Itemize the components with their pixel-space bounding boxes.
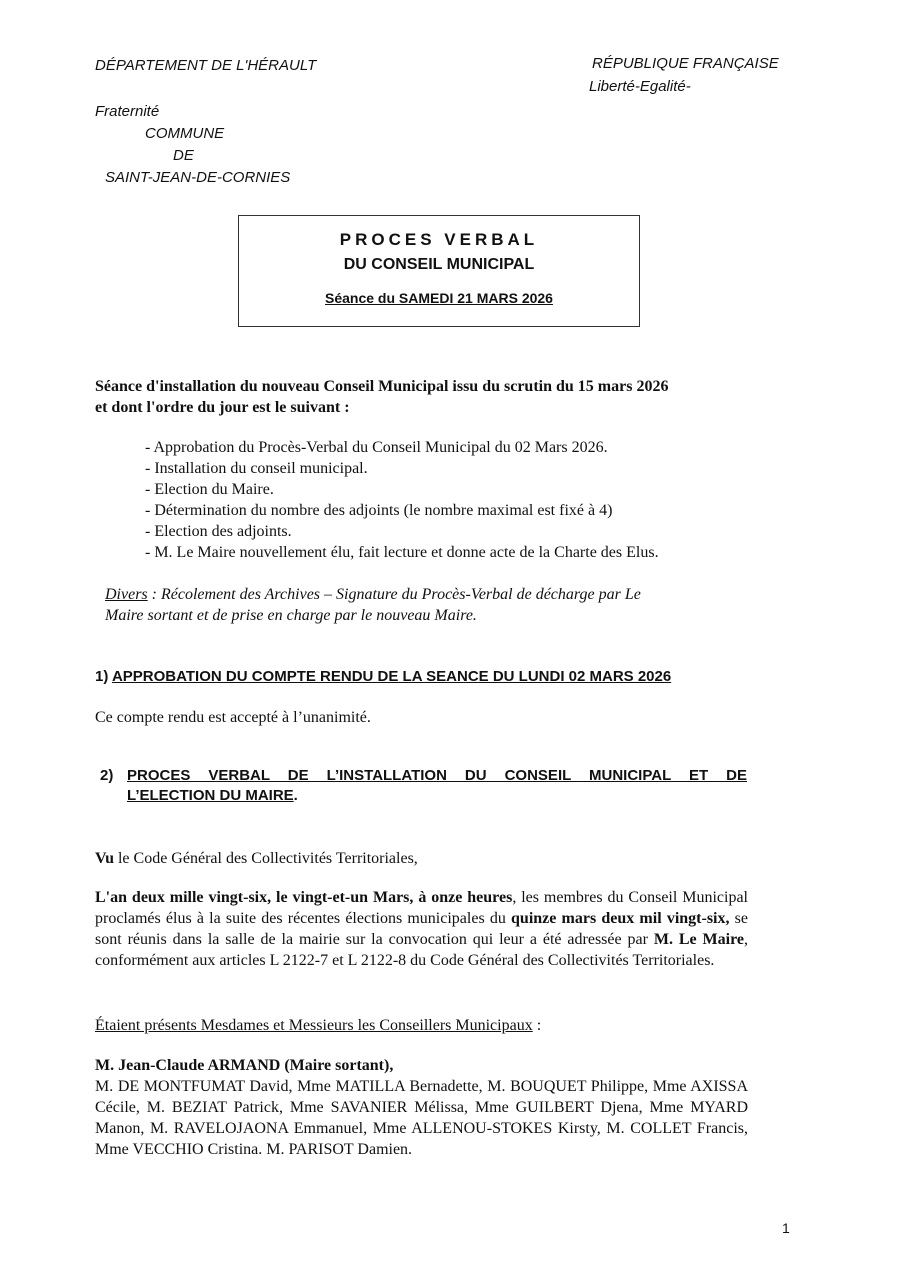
- session-date: Séance du SAMEDI 21 MARS 2026: [325, 290, 553, 306]
- section2-title-line2: L’ELECTION DU MAIRE.: [127, 787, 298, 804]
- section2-number: 2): [100, 767, 114, 784]
- title-box: [238, 215, 640, 327]
- maire-sortant: M. Jean-Claude ARMAND (Maire sortant),: [95, 1057, 394, 1074]
- divers-label: Divers: [105, 586, 148, 603]
- section1-heading: [95, 668, 671, 685]
- agenda-item: - Installation du conseil municipal.: [145, 460, 368, 477]
- agenda-item: - Election du Maire.: [145, 481, 274, 498]
- fraternite-label: Fraternité: [95, 103, 160, 120]
- doc-title: PROCES VERBAL: [339, 230, 539, 249]
- vu-paragraph: Vu le Code Général des Collectivités Territoriales,: [95, 850, 418, 867]
- presents-line: Étaient présents Mesdames et Messieurs les Conseillers Municipaux :: [95, 1017, 542, 1034]
- section1-number: 1): [95, 668, 109, 685]
- department-label: DÉPARTEMENT DE L'HÉRAULT: [95, 57, 317, 74]
- section1-body: Ce compte rendu est accepté à l’unanimité.: [95, 709, 371, 726]
- doc-subtitle: DU CONSEIL MUNICIPAL: [343, 256, 535, 273]
- divers-text: : Récolement des Archives – Signature du Procès-Verbal de décharge par Le: [147, 586, 641, 603]
- republic-label: RÉPUBLIQUE FRANÇAISE: [592, 55, 779, 72]
- page-number: 1: [782, 1220, 790, 1236]
- section1-title: APPROBATION DU COMPTE RENDU DE LA SEANCE DU LUNDI 02 MARS 2026: [111, 668, 672, 685]
- section2-title-line1: PROCES VERBAL DE L’INSTALLATION DU CONSEIL MUNICIPAL ET DE: [127, 767, 747, 784]
- motto-label: Liberté-Egalité-: [589, 78, 691, 95]
- agenda-item: - Election des adjoints.: [145, 523, 292, 540]
- commune-line1: COMMUNE: [145, 125, 225, 142]
- agenda-item: - Approbation du Procès-Verbal du Conseil Municipal du 02 Mars 2026.: [145, 439, 608, 456]
- installation-paragraph: L'an deux mille vingt-six, le vingt-et-un Mars, à onze heures, les membres du Conseil Municipal proclamés élus à la suite des récentes élections municipales du quinze mars deux mil vingt-six, se sont réunis dans la salle de la mairie sur la convocation qui leur a été adressée par M. Le Maire, conformément aux articles L 2122-7 et L 2122-8 du Code Général des Collectivités Territoriales.: [95, 889, 749, 969]
- agenda-item: - M. Le Maire nouvellement élu, fait lecture et donne acte de la Charte des Elus.: [145, 544, 659, 561]
- intro-line2: et dont l'ordre du jour est le suivant :: [95, 399, 350, 416]
- commune-name: SAINT-JEAN-DE-CORNIES: [105, 169, 291, 186]
- divers-line1: [105, 584, 641, 605]
- agenda-list: [145, 437, 659, 563]
- commune-line2: DE: [173, 147, 194, 164]
- intro-line1: Séance d'installation du nouveau Conseil Municipal issu du scrutin du 15 mars 2026: [95, 378, 669, 395]
- divers-line2: Maire sortant et de prise en charge par le nouveau Maire.: [105, 607, 477, 624]
- members-list: M. DE MONTFUMAT David, Mme MATILLA Bernadette, M. BOUQUET Philippe, Mme AXISSA Cécile, M. BEZIAT Patrick, Mme SAVANIER Mélissa, Mme GUILBERT Djena, Mme MYARD Manon, M. RAVELOJAONA Emmanuel, Mme ALLENOU-STOKES Kirsty, M. COLLET Francis, Mme VECCHIO Cristina. M. PARISOT Damien.: [95, 1078, 748, 1158]
- agenda-item: - Détermination du nombre des adjoints (le nombre maximal est fixé à 4): [145, 502, 613, 519]
